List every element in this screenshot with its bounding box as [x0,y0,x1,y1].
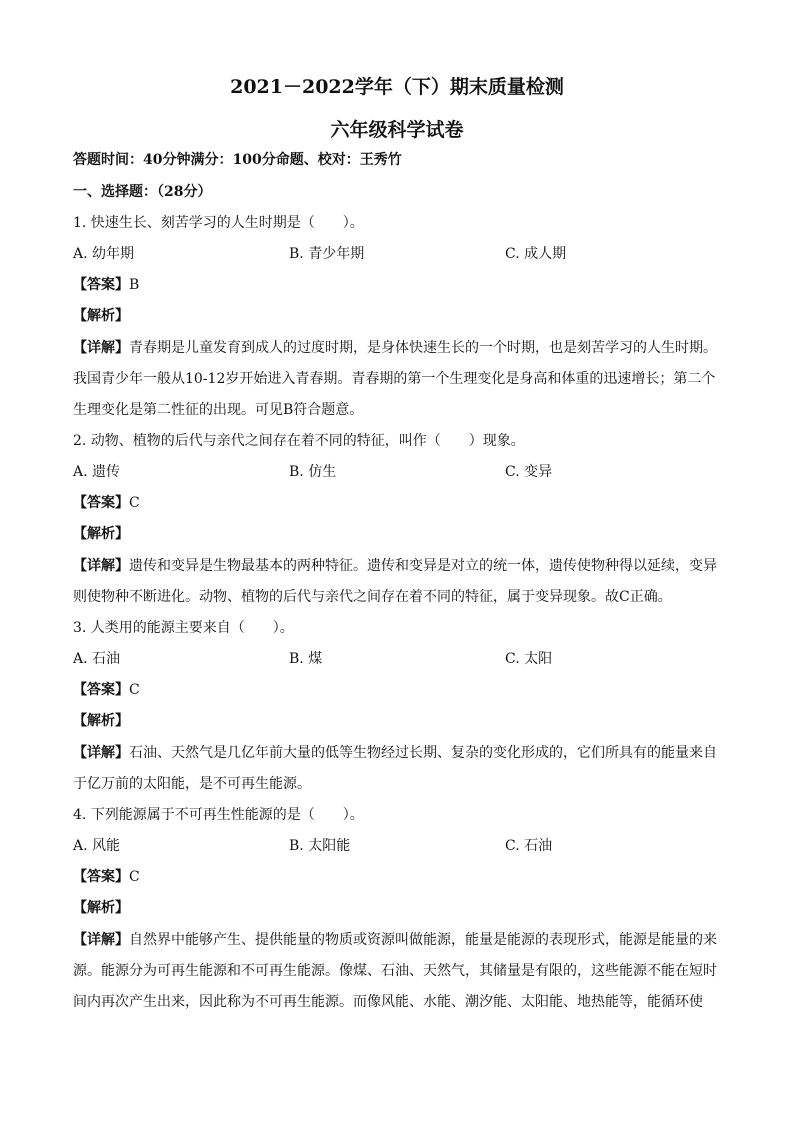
question-4-answer [73,867,723,887]
detail-text: 则使物种不断进化。动物、植物的后代与亲代之间存在着不同的特征，属于变异现象。故C正确。 [73,589,672,605]
question-1-option-b: B. 青少年期 [289,246,365,262]
answer-value: C [129,682,140,698]
question-1-option-c: C. 成人期 [505,246,567,262]
exam-title: 2021－2022学年（下）期末质量检测 [230,76,564,98]
question-3-option-b: B. 煤 [289,651,323,667]
detail-label: 【详解】 [73,558,129,574]
answer-value: C [129,495,140,511]
detail-text: 源。能源分为可再生能源和不可再生能源。像煤、石油、天然气，其储量是有限的，这些能源不能在短时 [73,963,717,979]
question-2-option-a: A. 遗传 [73,464,121,480]
question-3-answer [73,680,723,700]
detail-text: 间内再次产生出来，因此称为不可再生能源。而像风能、水能、潮汐能、太阳能、地热能等，能循环使 [73,994,703,1010]
question-1-analysis-label: 【解析】 [73,308,129,324]
question-2-stem: 2. 动物、植物的后代与亲代之间存在着不同的特征，叫作（ ）现象。 [73,433,525,449]
question-2-analysis-label: 【解析】 [73,526,129,542]
question-4-option-b: B. 太阳能 [289,838,351,854]
detail-text: 生理变化是第二性征的出现。可见B符合题意。 [73,402,364,418]
question-3-stem: 3. 人类用的能源主要来自（ ）。 [73,620,294,636]
detail-text: 遗传和变异是生物最基本的两种特征。遗传和变异是对立的统一体，遗传使物种得以延续，变异 [129,558,717,574]
exam-subtitle: 六年级科学试卷 [330,119,464,141]
detail-text: 于亿万前的太阳能，是不可再生能源。 [73,776,311,792]
question-2-option-b: B. 仿生 [289,464,337,480]
question-2-answer [73,493,723,513]
question-3-analysis-label: 【解析】 [73,713,129,729]
answer-label: 【答案】 [73,495,129,511]
answer-value: B [129,277,140,293]
question-1-answer [73,275,723,295]
exam-info: 答题时间：40分钟满分：100分命题、校对：王秀竹 [73,152,402,168]
question-4-analysis-label: 【解析】 [73,900,129,916]
answer-label: 【答案】 [73,869,129,885]
question-1-detail [73,333,723,426]
question-2-detail [73,551,723,613]
detail-label: 【详解】 [73,932,129,948]
answer-value: C [129,869,140,885]
detail-label: 【详解】 [73,340,129,356]
question-4-detail [73,925,723,1018]
question-1-option-a: A. 幼年期 [73,246,135,262]
detail-label: 【详解】 [73,745,129,761]
question-2-option-c: C. 变异 [505,464,553,480]
question-3-detail [73,738,723,800]
answer-label: 【答案】 [73,277,129,293]
detail-text: 石油、天然气是几亿年前大量的低等生物经过长期、复杂的变化形成的，它们所具有的能量来自 [129,745,717,761]
question-1-stem: 1. 快速生长、刻苦学习的人生时期是（ ）。 [73,215,364,231]
question-4-option-a: A. 风能 [73,838,121,854]
question-4-option-c: C. 石油 [505,838,553,854]
question-3-option-c: C. 太阳 [505,651,553,667]
question-3-option-a: A. 石油 [73,651,121,667]
detail-text: 我国青少年一般从10-12岁开始进入青春期。青春期的第一个生理变化是身高和体重的迅速增长；第二个 [73,371,716,387]
section-heading: 一、选择题：（28分） [73,184,212,200]
detail-text: 自然界中能够产生、提供能量的物质或资源叫做能源，能量是能源的表现形式，能源是能量的来 [129,932,717,948]
detail-text: 青春期是儿童发育到成人的过度时期，是身体快速生长的一个时期，也是刻苦学习的人生时期。 [129,340,717,356]
answer-label: 【答案】 [73,682,129,698]
question-4-stem: 4. 下列能源属于不可再生性能源的是（ ）。 [73,807,364,823]
